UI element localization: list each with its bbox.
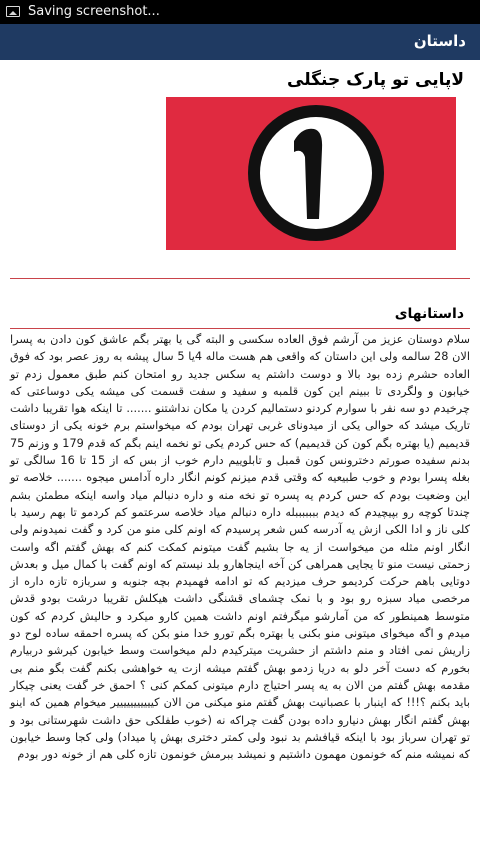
post-title: لاپایی تو پارک جنگلی	[287, 70, 464, 90]
story-text: سلام دوستان عزیز من آرشم فوق العاده سکسی و البته گی یا بهتر بگم عاشق کون دادن به پسرا الان 28 سالمه ولی این داستان که واقعی هم هست ماله 4یا 5 سال پیشه به روز عصر بود که فوق العاده حشرم زده بود بالا و دوست داشتم یه سکس جدید رو امتحان کنم طبق معمول زدم تو خیابون و ولگردی تا ببینم این کون قلمبه و سفید و سفت قسمت کی میشه یکی دوساعتی که چرخیدم دو سه نفر با سوارم کردنو دستمالیم کردن یا مکان نداشتنو ....... تا اینکه هوا تقریبا داشت تاریک میشد که حوالی یکی از میدونای غربی تهران بودم که میخواستم برم خونه یکی از دوستای قدیمیم (یا بهتره بگم کون کن قدیمیم) که حس کردم یکی تو نخمه اینم بگم که قدم 179 و وزنم 75 بدنم سفیده صورتم دخترونس کون قمبل و تابلوییم دارم خوب از بس که از 15 تا 16 سالگی تو بغله پسرا بودم و خوب طبیعیه که وقتی قدم میزنم کونم انگار داره آدامس میجوه ....... خلاصه تو این وضعیت بودم که حس کردم یه پسره تو نخه منه و داره دنبالم میاد واسه اینکه مطمئن بشم چندتا کوچه رو بپیچیدم که دیدم بببببببله داره دنبالم میاد خلاصه سرعتمو کم کردمو تا بهم رسید با کلی ناز و ادا الکی ازش یه آدرسه کس شعر پرسیدم که اونم کلی منو من کرد و گفت نمیدونم ولی انگار اونم مثله من میخواست از یه جا بشیم گفت میتونم کمکت کنم که بهش گفتم اگه واست زحمتی نیست منو تا یجایی همراهی کن آخه اینجاهارو بلد نیستم که اونم گفت با کمال میل و بعدش دوتایی باهم حرکت کردیمو حرف میزدیم که تو ادامه فهمیدم بچه جنوبه و سربازه تازه داره از مرخصی میاد سبزه رو بود و با نمک چشمای قشنگی داشت هیکلش تقریبا درشت بودو قدش متوسط همینطور که من آمارشو میگرفتم اونم داشت همین کارو میکرد و حالیش کردم که کون میدم و اگه میخوای میتونی منو بکنی یا بهتره بگم تورو خدا منو بکن که پسره احمقه ساده لوح دو زاریش نمی افتاد و منم داشتم از حشریت میترکیدم دلم میخواست وسط خیابون کیرشو دربیارم بخورم که دست آخر دلو به دریا زدمو بهش گفتم میشه ازت یه خواهشی بکنم گفت بگو منم بی مقدمه بهش گفتم من الان به یه پسر احتیاج دارم میتونی کمکم کنی ؟ احمق خر گفت یعنی چیکار باید بکنم ؟!!! که اینبار با عصبانیت بهش گفتم منو میکنی من الان کیییییییییییر میخوام همین که اینو بهش گفتم انگار بهش دنیارو داده بودن گفت چراکه نه (خوب طفلکی حق داشت شهرستانی بود و تو تهران سرباز بود با اینکه قیافشم بد نبود ولی کمتر دختری بهش پا میداد) ولی کجا وسط خیابون که نمیشه منم که خونمون مهمون داشتیم و نمیشد ببرمش خونمون تازه کلی هم از خونه دور بودم	[10, 333, 471, 762]
story-body	[10, 331, 470, 763]
divider	[10, 278, 470, 279]
post-banner-image	[166, 97, 456, 250]
screenshot-notification-icon	[6, 6, 20, 17]
number-one-badge	[166, 97, 456, 250]
app-bar-title: داستان	[413, 32, 466, 50]
section-title: داستانهای	[394, 306, 464, 322]
app-bar	[0, 24, 480, 60]
status-bar	[0, 0, 480, 24]
status-text: Saving screenshot...	[28, 4, 160, 19]
section-divider	[10, 328, 470, 329]
